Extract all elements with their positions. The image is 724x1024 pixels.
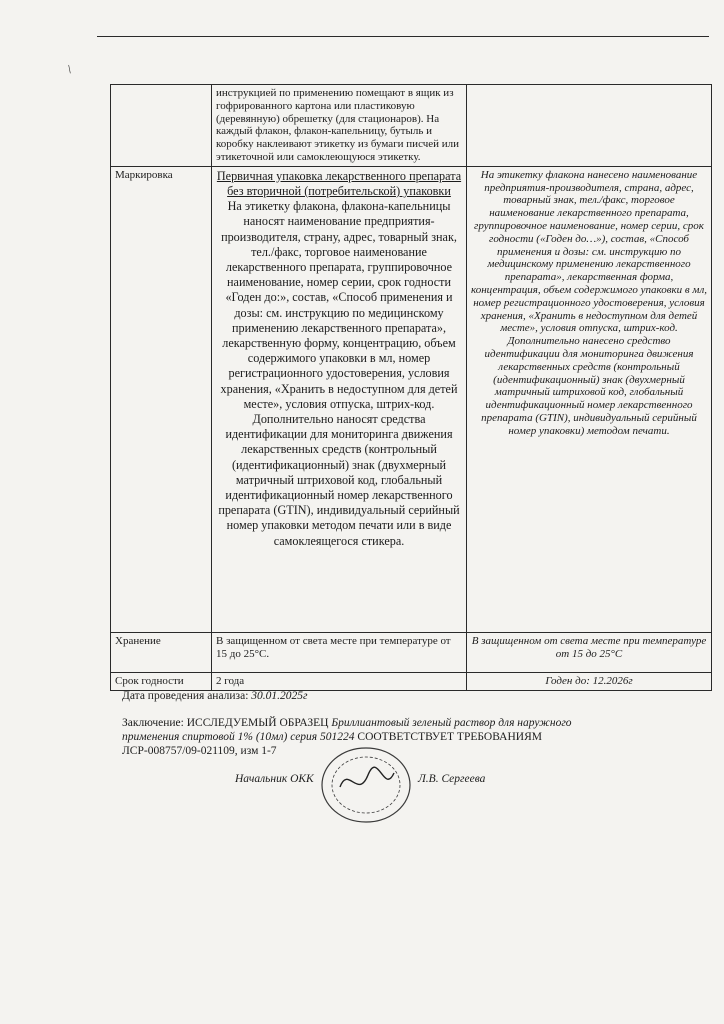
storage-label: Хранение (111, 632, 212, 672)
marking-text: На этикетку флакона, флакона-капельницы наносят наименование предприятия-производителя, страну, адрес, товарный знак, тел./факс, торговое наименование лекарственного препарата, группировочное наименование, номер серии, срок годности «Годен до:», состав, «Способ применения и дозы: см. инструкцию по медицинскому применению лекарственного препарата», лекарственную форму, концентрацию, объем содержимого упаковки в мл, номер регистрационного удостоверения, условия хранения, «Хранить в недоступном для детей месте», условия отпуска, штрих-код. Дополнительно наносят средства идентификации для мониторинга движения лекарственных средств (контрольный (идентификационный) знак (двухмерный матричный штриховой код, глобальный идентификационный номер лекарственного препарата (GTIN), индивидуальный серийный номер упаковки методом печати или в виде самоклеящегося стикера. (218, 199, 460, 548)
signature-name: Л.В. Сергеева (418, 773, 486, 785)
marking-requirements (212, 166, 467, 632)
cell-empty (111, 85, 212, 167)
conclusion-product: Бриллиантовый зеленый раствор для наружного применения спиртовой 1% (10мл) серия 501224 (122, 717, 572, 743)
table-row-storage (111, 632, 712, 672)
storage-text: В защищенном от света месте при температуре от 15 до 25°С. (212, 632, 467, 672)
analysis-date (122, 689, 308, 703)
shelf-text: 2 года (212, 672, 467, 690)
shelf-label: Срок годности (111, 672, 212, 690)
spec-table (110, 84, 712, 691)
cell-empty (467, 85, 712, 167)
storage-result: В защищенном от света месте при температуре от 15 до 25°С (467, 632, 712, 672)
top-rule (97, 36, 709, 37)
marking-result: На этикетку флакона нанесено наименование предприятия-производителя, страна, адрес, товарный знак, тел./факс, торговое наименование лекарственного препарата, группировочное наименование, номер серии, срок годности («Годен до…»), состав, «Способ применения и дозы: см. инструкцию по медицинскому применению лекарственного препарата», лекарственная форма, концентрация, объем содержимого упаковки в мл, номер регистрационного удостоверения, условия хранения, «Хранить в недоступном для детей месте», условия отпуска, штрих-код. Дополнительно нанесено средство идентификации для мониторинга движения лекарственных средств (контрольный (идентификационный) знак (двухмерный матричный штриховой код, глобальный идентификационный номер лекарственного препарата (GTIN), индивидуальный серийный номер упаковки) методом печати. (467, 166, 712, 632)
conclusion-prefix: Заключение: ИССЛЕДУЕМЫЙ ОБРАЗЕЦ (122, 717, 329, 729)
table-row-marking (111, 166, 712, 632)
margin-mark: / (64, 62, 75, 76)
analysis-date-label: Дата проведения анализа: (122, 690, 249, 702)
conclusion-suffix: СООТВЕТСТВУЕТ ТРЕБОВАНИЯМ ЛСР-008757/09-021109, изм 1-7 (122, 731, 542, 757)
table-row-packaging (111, 85, 712, 167)
analysis-date-value: 30.01.2025г (251, 690, 308, 702)
signature-position: Начальник ОКК (235, 773, 314, 785)
marking-label: Маркировка (111, 166, 212, 632)
table-row-shelf-life (111, 672, 712, 690)
round-stamp (318, 745, 414, 825)
shelf-result: Годен до: 12.2026г (467, 672, 712, 690)
marking-heading: Первичная упаковка лекарственного препарата без вторичной (потребительской) упаковки (216, 168, 462, 198)
packaging-text: инструкцией по применению помещают в ящик из гофрированного картона или пластиковую (деревянную) обрешетку (для стационаров). На каждый флакон, флакон-капельницу, бутыль и коробку наклеивают этикетку из бумаги писчей или этикеточной или самоклеющуюся этикетку. (212, 85, 467, 167)
